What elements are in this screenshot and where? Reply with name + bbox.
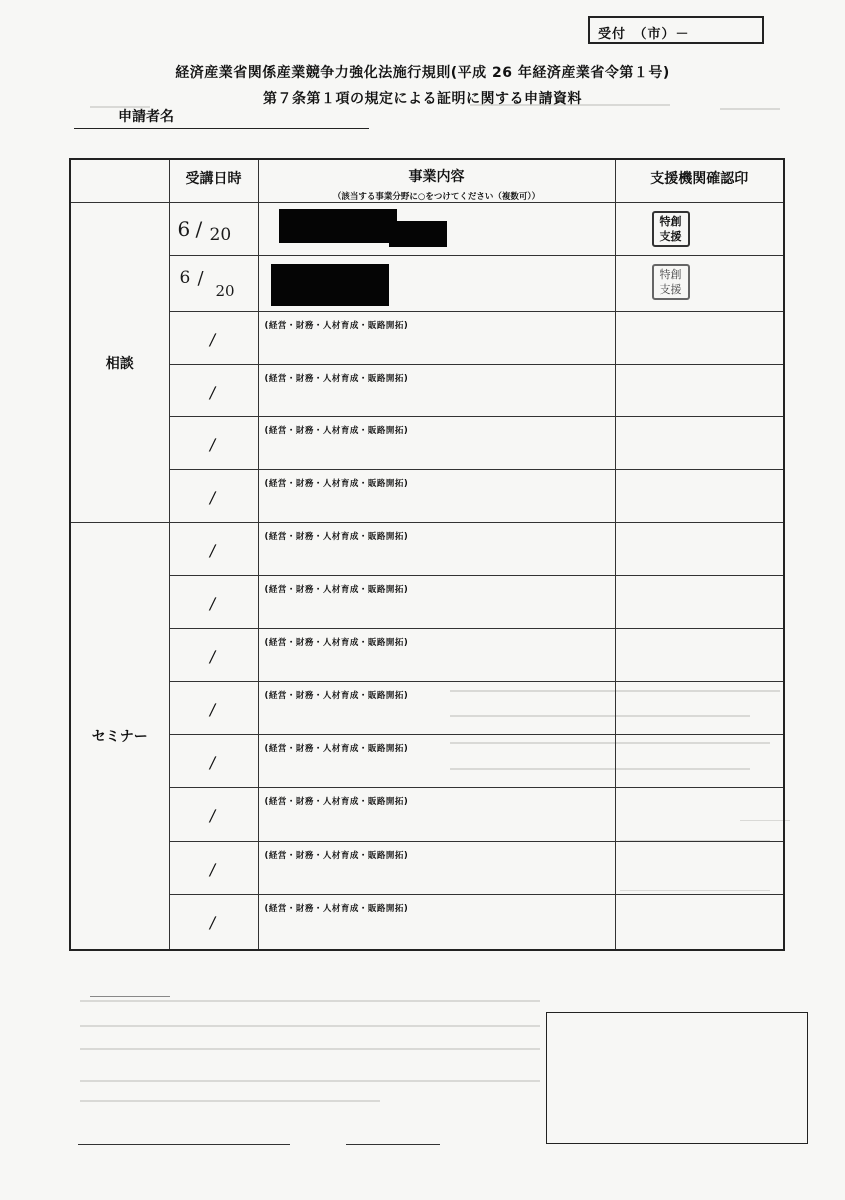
date-cell[interactable]	[169, 523, 258, 576]
date-slash: /	[195, 217, 203, 241]
content-cell[interactable]	[258, 312, 615, 365]
business-fields: (経営・財務・人材育成・販路開拓)	[264, 532, 409, 542]
content-cell[interactable]	[258, 842, 615, 895]
date-cell[interactable]	[169, 312, 258, 365]
business-fields: (経営・財務・人材育成・販路開拓)	[264, 904, 409, 914]
date-cell[interactable]	[169, 256, 258, 312]
table-row	[70, 203, 784, 256]
stamp-cell[interactable]	[615, 682, 784, 735]
stamp-cell[interactable]	[615, 788, 784, 842]
date-cell[interactable]	[169, 417, 258, 470]
stamp-cell[interactable]	[615, 735, 784, 788]
date-slash: /	[208, 700, 218, 719]
header-stamp: 支援機関確認印	[615, 159, 784, 203]
header-content-label: 事業内容	[408, 169, 465, 185]
content-cell[interactable]	[258, 682, 615, 735]
date-slash: /	[197, 268, 204, 289]
stamp-cell[interactable]	[615, 895, 784, 950]
content-cell[interactable]	[258, 470, 615, 523]
date-slash: /	[208, 647, 218, 666]
date-cell[interactable]	[169, 788, 258, 842]
business-fields: (経営・財務・人材育成・販路開拓)	[264, 797, 409, 807]
table-row	[70, 788, 784, 842]
date-slash: /	[208, 435, 218, 454]
date-month: 6	[179, 268, 191, 288]
content-cell[interactable]	[258, 735, 615, 788]
support-stamp: 特創 支援	[652, 264, 690, 300]
redacted-content	[271, 264, 389, 306]
stamp-cell[interactable]	[615, 629, 784, 682]
header-content	[258, 159, 615, 203]
header-category	[70, 159, 169, 203]
date-slash: /	[208, 913, 218, 932]
date-day: 20	[209, 225, 232, 245]
date-day: 20	[215, 282, 235, 300]
stamp-cell[interactable]	[615, 365, 784, 417]
business-fields: (経営・財務・人材育成・販路開拓)	[264, 851, 409, 861]
business-fields: (経営・財務・人材育成・販路開拓)	[264, 479, 409, 489]
date-cell[interactable]	[169, 895, 258, 950]
document-title-line2: 第７条第１項の規定による証明に関する申請資料	[263, 91, 582, 107]
business-fields: (経営・財務・人材育成・販路開拓)	[264, 321, 409, 331]
applicant-label: 申請者名	[118, 109, 174, 125]
date-slash: /	[208, 488, 218, 507]
content-cell[interactable]	[258, 788, 615, 842]
stamp-cell[interactable]	[615, 203, 784, 256]
content-cell[interactable]	[258, 365, 615, 417]
bottom-blank-box	[546, 1012, 808, 1144]
table-row	[70, 417, 784, 470]
content-cell[interactable]	[258, 895, 615, 950]
stamp-cell[interactable]	[615, 417, 784, 470]
content-cell[interactable]	[258, 203, 615, 256]
business-fields: (経営・財務・人材育成・販路開拓)	[264, 585, 409, 595]
table-row	[70, 895, 784, 950]
table-row	[70, 312, 784, 365]
business-fields: (経営・財務・人材育成・販路開拓)	[264, 374, 409, 384]
date-cell[interactable]	[169, 629, 258, 682]
category-consultation: 相談	[70, 203, 169, 523]
date-slash: /	[208, 330, 218, 349]
date-slash: /	[208, 860, 218, 879]
table-row	[70, 629, 784, 682]
date-cell[interactable]	[169, 576, 258, 629]
stamp-cell[interactable]	[615, 523, 784, 576]
stamp-cell[interactable]	[615, 576, 784, 629]
category-seminar: セミナー	[70, 523, 169, 950]
business-fields: (経営・財務・人材育成・販路開拓)	[264, 638, 409, 648]
support-stamp: 特創 支援	[652, 211, 690, 247]
date-cell[interactable]	[169, 735, 258, 788]
receipt-box	[588, 16, 764, 44]
date-slash: /	[208, 383, 218, 402]
table-row	[70, 842, 784, 895]
date-month: 6	[177, 217, 191, 241]
signature-line	[78, 1144, 290, 1145]
signature-line	[346, 1144, 440, 1145]
table-row	[70, 365, 784, 417]
application-table	[69, 158, 785, 951]
stamp-cell[interactable]	[615, 256, 784, 312]
date-slash: /	[208, 594, 218, 613]
table-header-row	[70, 159, 784, 203]
date-cell[interactable]	[169, 203, 258, 256]
header-content-note: （該当する事業分野に○をつけてください（複数可））	[332, 192, 541, 202]
date-slash: /	[208, 541, 218, 560]
document-title-line1: 経済産業省関係産業競争力強化法施行規則(平成 26 年経済産業省令第１号)	[175, 65, 670, 81]
header-date: 受講日時	[169, 159, 258, 203]
stamp-cell[interactable]	[615, 842, 784, 895]
date-cell[interactable]	[169, 470, 258, 523]
business-fields: (経営・財務・人材育成・販路開拓)	[264, 744, 409, 754]
redacted-content	[389, 221, 447, 247]
content-cell[interactable]	[258, 523, 615, 576]
content-cell[interactable]	[258, 576, 615, 629]
table-row	[70, 470, 784, 523]
date-slash: /	[208, 753, 218, 772]
content-cell[interactable]	[258, 417, 615, 470]
stamp-cell[interactable]	[615, 470, 784, 523]
receipt-label: 受付 （市）－	[598, 27, 690, 42]
stamp-cell[interactable]	[615, 312, 784, 365]
business-fields: (経営・財務・人材育成・販路開拓)	[264, 691, 409, 701]
table-row	[70, 523, 784, 576]
date-cell[interactable]	[169, 365, 258, 417]
business-fields: (経営・財務・人材育成・販路開拓)	[264, 426, 409, 436]
date-cell[interactable]	[169, 682, 258, 735]
applicant-name-line[interactable]	[74, 128, 369, 129]
content-cell[interactable]	[258, 256, 615, 312]
redacted-content	[279, 209, 397, 243]
table-row	[70, 682, 784, 735]
date-slash: /	[208, 806, 218, 825]
content-cell[interactable]	[258, 629, 615, 682]
table-row	[70, 735, 784, 788]
table-row	[70, 576, 784, 629]
date-cell[interactable]	[169, 842, 258, 895]
table-row	[70, 256, 784, 312]
